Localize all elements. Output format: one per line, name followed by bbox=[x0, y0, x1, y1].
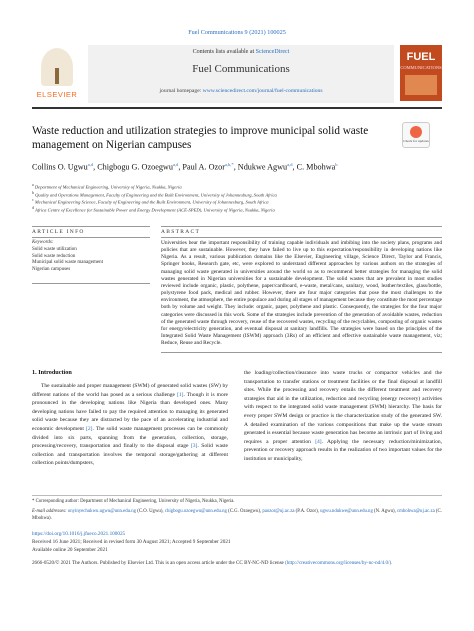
email-link[interactable]: chigbogu.ozoegwu@unn.edu.ng bbox=[164, 509, 227, 514]
author-name[interactable]: Collins O. Ugwu bbox=[32, 162, 88, 172]
affiliation-marker: a bbox=[32, 183, 34, 187]
body-text: . The solid waste management processes can be commonly divided into six parts, spanning from the generation, collection, storage, processing/recovery, transportation and finally to the disposal stage bbox=[32, 425, 228, 450]
sciencedirect-link[interactable]: ScienceDirect bbox=[255, 49, 290, 55]
email-link[interactable]: ugwu.ndukwe@unn.edu.ng bbox=[320, 509, 373, 514]
journal-homepage-line bbox=[88, 88, 394, 94]
keywords-bottom-divider bbox=[32, 283, 150, 284]
introduction-heading: 1. Introduction bbox=[32, 369, 72, 376]
journal-title: Fuel Communications bbox=[192, 63, 290, 75]
keyword: Municipal solid waste management bbox=[32, 260, 103, 265]
updates-label: Check for updates bbox=[403, 139, 429, 143]
affiliation-marker: c bbox=[32, 198, 34, 202]
affiliation bbox=[32, 198, 442, 205]
footnote-divider bbox=[32, 495, 442, 496]
body-text: The sustainable and proper management (SWM) of generated solid wastes (SW) by different nations of the world has posed as a serious challenge bbox=[32, 383, 228, 398]
email-owner: (P.A. Ozor), bbox=[294, 509, 321, 514]
cover-artwork bbox=[405, 75, 437, 95]
author-list bbox=[32, 162, 442, 172]
email-owner: (C.O. Ugwu), bbox=[136, 509, 165, 514]
author-affiliation-marker[interactable]: a,b,* bbox=[224, 162, 234, 167]
history-dates: Received 16 June 2021; Received in revised form 30 August 2021; Accepted 9 September 2021 bbox=[32, 539, 231, 545]
body-text: . Applying the necessary reduction/minimization, prevention or recovery approach results in the realization of two important values for the institution or municipality, bbox=[244, 438, 442, 462]
keyword: Solid waste utilization bbox=[32, 247, 77, 252]
doi-link[interactable]: https://doi.org/10.1016/j.jfueco.2021.100025 bbox=[32, 531, 126, 537]
author-affiliation-marker[interactable]: a,d bbox=[87, 162, 94, 167]
cover-subtitle: COMMUNICATIONS bbox=[400, 65, 442, 70]
affiliation-marker: b bbox=[32, 190, 34, 195]
email-owner: (N. Agwu), bbox=[372, 509, 397, 514]
author-separator: , bbox=[233, 162, 238, 172]
affiliation bbox=[32, 206, 442, 213]
journal-reference[interactable]: Fuel Communications 9 (2021) 100025 bbox=[188, 29, 286, 36]
contents-line bbox=[88, 49, 394, 55]
elsevier-tree-icon bbox=[41, 48, 73, 86]
author-affiliation-marker[interactable]: b bbox=[335, 162, 338, 167]
author-separator: , bbox=[93, 162, 98, 172]
cover-title: FUEL bbox=[406, 51, 436, 63]
email-addresses bbox=[32, 508, 442, 522]
email-owner: (C.G. Ozoegwu), bbox=[226, 509, 263, 514]
header-divider bbox=[32, 107, 442, 109]
email-owner: (C. Mbohwa). bbox=[32, 509, 442, 521]
license-statement bbox=[32, 560, 442, 567]
author-separator: , bbox=[292, 162, 297, 172]
email-link[interactable]: onyinyechukwu.ugwu@unn.edu.ng bbox=[67, 509, 137, 514]
body-text: . Solid waste collection and transportation involves the temporal storage/gathering at different collection points/dumpsters, bbox=[32, 443, 229, 467]
affiliation-text: Mechanical Engineering Science, Faculty of Engineering and the Built Environment, University of Johannesburg, South Africa bbox=[34, 199, 269, 205]
affiliation-text: Department of Mechanical Engineering, University of Nigeria, Nsukka, Nigeria bbox=[34, 184, 182, 190]
affiliation-marker: d bbox=[32, 205, 34, 210]
elsevier-logo bbox=[32, 46, 82, 102]
keyword: Nigerian campuses bbox=[32, 266, 71, 272]
article-info-heading: ARTICLE INFO bbox=[32, 229, 85, 235]
citation-link[interactable]: [2] bbox=[86, 425, 93, 432]
author-name[interactable]: Chigbogu G. Ozoegwu bbox=[97, 162, 173, 172]
keywords-label: Keywords: bbox=[32, 240, 54, 245]
article-info-divider bbox=[32, 226, 150, 227]
journal-cover-image[interactable] bbox=[400, 45, 442, 101]
introduction-right-column bbox=[244, 369, 442, 464]
introduction-left-column bbox=[32, 382, 228, 468]
check-for-updates-button[interactable] bbox=[402, 122, 430, 148]
license-link[interactable]: (http://creativecommons.org/licenses/by-nc-nd/4.0/). bbox=[285, 560, 393, 566]
affiliation bbox=[32, 183, 442, 190]
email-link[interactable]: cmbohwa@uj.ac.za bbox=[396, 509, 435, 514]
body-text: the loading/collection/clearance into waste trucks or compactor vehicles and the transportation to transfer stations or treatment facilities or the final disposal at landfill sites. While the processing and recovery entails the different treatment and recovery strategies that aid in the utilization, reduction and recycling (energy recovery) activities with respect to the integrated solid waste management (SWM) hierarchy. The basis for every proper SWM design or practice is the characterization study of the generated SW. A detailed examination of the various compositions that make up the waste stream generated is essential because waste generation has become an intrinsic part of living and requires a proper attention bbox=[244, 370, 442, 445]
affiliation bbox=[32, 191, 442, 198]
abstract-subdivider bbox=[161, 237, 442, 238]
citation-link[interactable]: [1] bbox=[177, 391, 184, 398]
homepage-link[interactable]: www.sciencedirect.com/journal/fuel-communications bbox=[202, 88, 323, 94]
article-info-subdivider bbox=[32, 237, 150, 238]
author-name[interactable]: C. Mbohwa bbox=[296, 162, 336, 172]
license-text: 2666-0520/© 2021 The Authors. Published by Elsevier Ltd. This is an open access article under the CC BY-NC-ND license bbox=[32, 560, 284, 566]
keyword: Solid waste reduction bbox=[32, 253, 76, 259]
publisher-name: ELSEVIER bbox=[36, 90, 78, 99]
abstract-divider bbox=[161, 226, 442, 227]
abstract-heading: ABSTRACT bbox=[161, 229, 201, 235]
body-text: . Though it is more pronounced in the developing nations like Nigeria than developed ones. Many developing nations have failed to pay the required attention to managing its generated solid waste because they are distracted by the pace of an accelerating industrial and economic development bbox=[32, 391, 228, 432]
author-separator: , bbox=[178, 162, 183, 172]
citation-link[interactable]: [4] bbox=[315, 438, 322, 445]
corresponding-author-note: * Corresponding author: Department of Mechanical Engineering, University of Nigeria, Nsukka, Nigeria. bbox=[32, 499, 235, 504]
author-affiliation-marker[interactable]: a,d bbox=[287, 162, 293, 167]
affiliation-text: Africa Centre of Excellence for Sustainable Power and Energy Development (ACE-SPED), University of Nigeria, Nsukka, Nigeria bbox=[35, 207, 275, 213]
abstract-text: Universities bear the important responsibility of training capable individuals and imbibing into the society plans, programs and policies that are sustainable. However, they have failed to live up to this expectation/responsibility in developing nations like Nigeria. As a result, various publication domains like the Elsevier, Engineering village, Science Direct, Taylor and Francis, Springer books, Research gate, etc, were explored to understand different approaches by various authors on the strategies of managing solid waste generated in universities around the world so as to recommend better strategies for managing the solid wastes generated in Nigerian universities for a sustainable development. The solid wastes that are prevalent in most studies reviewed include organic, plastic, polythene, paper/cardboard, e-waste, metal/cans, sanitary, wood, leather/textiles, glass/bottle, polystyrene food pack, medical and rubber. However, there are four major categories that pose the most challenges to the environment, the atmosphere, the entire populace and during all stages of management because they constitute the most percentage both by volume and weight. They include: organic, paper, polythene and plastic. Consequently, the strategies for the four major categories were discussed in this work. Some of the strategies include prevention of the generation of avoidable wastes, reduction of the generated waste through recovery, reuse of the recovered wastes, recycling of the recyclables, composting of organic wastes for energy/electricity generation, and eventual disposal at sanitary landfills. The strategies were based on the principles of the Integrated Solid Waste Management (ISWM) approach (3Rs) of an efficient and effective sustainable waste management, viz; Reduce, Reuse and Recycle. bbox=[161, 240, 442, 347]
email-link[interactable]: paozor@uj.ac.za bbox=[262, 509, 295, 514]
author-name[interactable]: Ndukwe Agwu bbox=[237, 162, 288, 172]
article-title: Waste reduction and utilization strategies to improve municipal solid waste management on Nigerian campuses bbox=[32, 125, 369, 151]
contents-prefix: Contents lists available at bbox=[192, 49, 256, 55]
abstract-bottom-divider bbox=[161, 352, 442, 353]
affiliation-text: Quality and Operations Management, Faculty of Engineering and the Built Environment, University of Johannesburg, South Africa bbox=[35, 192, 277, 198]
homepage-prefix: journal homepage: bbox=[159, 88, 203, 94]
online-date: Available online 20 September 2021 bbox=[32, 547, 108, 553]
author-affiliation-marker[interactable]: a,d bbox=[172, 162, 179, 167]
citation-link[interactable]: [3] bbox=[190, 443, 198, 450]
email-label: E-mail addresses: bbox=[32, 509, 68, 514]
updates-icon bbox=[410, 126, 422, 138]
author-name[interactable]: Paul A. Ozor bbox=[182, 162, 225, 172]
